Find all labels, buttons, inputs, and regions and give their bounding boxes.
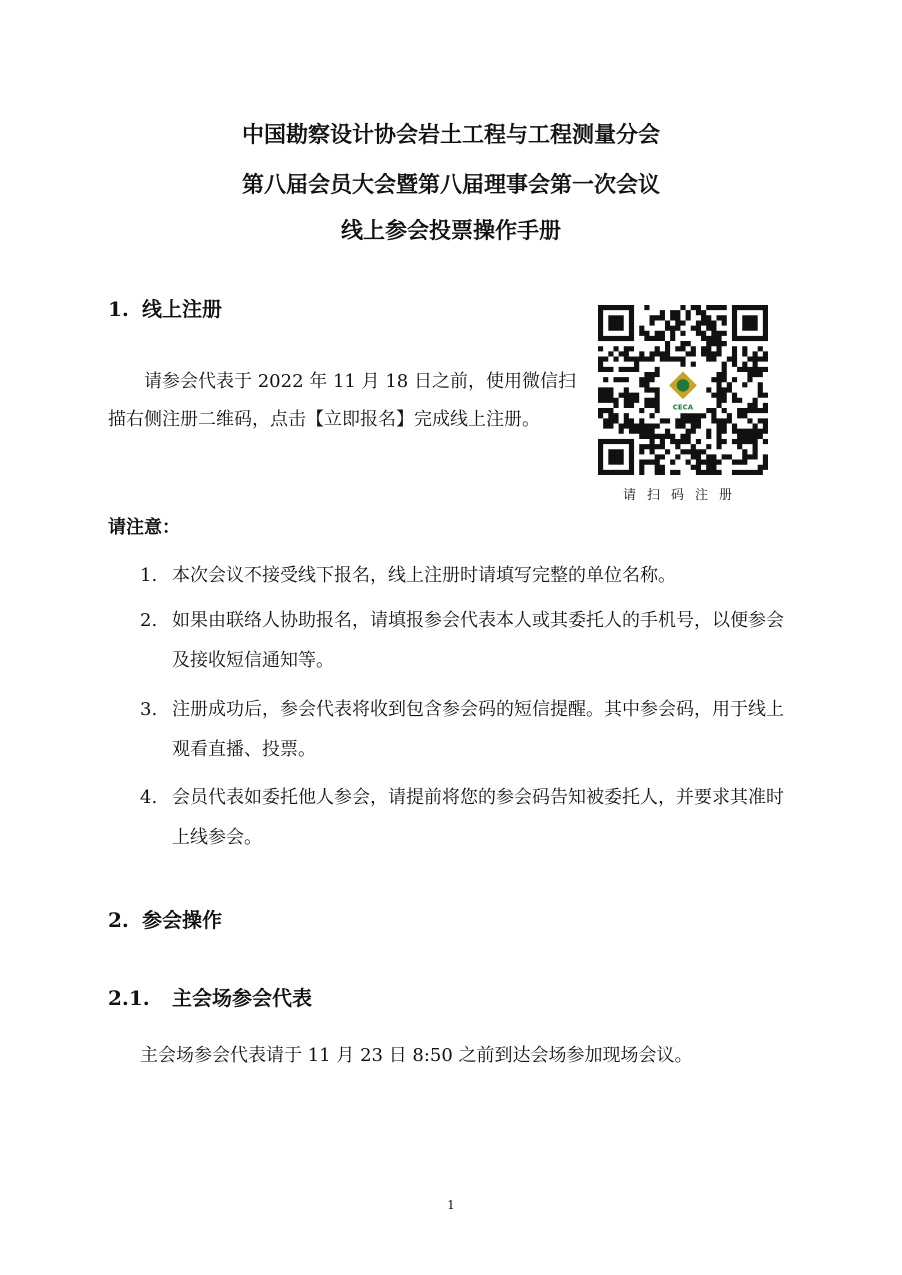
qr-finder-pattern bbox=[598, 439, 634, 475]
registration-paragraph: 请参会代表于 2022 年 11 月 18 日之前，使用微信扫描右侧注册二维码，点击【立即报名】完成线上注册。 bbox=[108, 371, 576, 430]
note-text: 本次会议不接受线下报名，线上注册时请填写完整的单位名称。 bbox=[172, 565, 676, 586]
notes-title: 请注意： bbox=[108, 517, 180, 538]
note-item bbox=[140, 690, 800, 770]
note-text: 会员代表如委托他人参会，请提前将您的参会码告知被委托人，并要求其准时上线参会。 bbox=[172, 787, 784, 848]
note-number: 3. bbox=[140, 699, 158, 720]
note-number: 4. bbox=[140, 787, 158, 808]
note-text: 如果由联络人协助报名，请填报参会代表本人或其委托人的手机号，以便参会及接收短信通知等。 bbox=[172, 610, 784, 671]
qr-code-image bbox=[598, 305, 768, 475]
section-1-heading bbox=[108, 293, 222, 322]
qr-finder-pattern bbox=[598, 305, 634, 341]
page-number: 1 bbox=[447, 1198, 455, 1212]
svg-text:CECA: CECA bbox=[672, 403, 694, 412]
doc-title-line-1: 中国勘察设计协会岩土工程与工程测量分会 bbox=[241, 123, 660, 148]
main-venue-paragraph: 主会场参会代表请于 11 月 23 日 8:50 之前到达会场参加现场会议。 bbox=[140, 1045, 693, 1066]
section-2-title: 参会操作 bbox=[142, 908, 222, 932]
note-number: 1. bbox=[140, 565, 158, 586]
note-number: 2. bbox=[140, 610, 158, 631]
qr-caption: 请扫码注册 bbox=[622, 488, 743, 503]
note-item bbox=[140, 556, 800, 596]
section-2-1-heading bbox=[108, 982, 312, 1011]
section-2-1-number: 2.1. bbox=[108, 986, 150, 1010]
section-1-number: 1. bbox=[108, 297, 129, 321]
note-text: 注册成功后，参会代表将收到包含参会码的短信提醒。其中参会码，用于线上观看直播、投票。 bbox=[172, 699, 784, 760]
doc-title-line-3: 线上参会投票操作手册 bbox=[340, 219, 561, 244]
note-item bbox=[140, 601, 800, 681]
registration-qr-code[interactable] bbox=[598, 305, 768, 475]
section-2-number: 2. bbox=[108, 908, 129, 932]
section-2-heading bbox=[108, 904, 222, 933]
section-2-1-title: 主会场参会代表 bbox=[172, 986, 312, 1010]
doc-title-line-2: 第八届会员大会暨第八届理事会第一次会议 bbox=[241, 173, 660, 198]
qr-finder-pattern bbox=[732, 305, 768, 341]
ceca-logo-icon bbox=[660, 367, 706, 413]
note-item bbox=[140, 778, 800, 858]
section-1-title: 线上注册 bbox=[142, 297, 222, 321]
